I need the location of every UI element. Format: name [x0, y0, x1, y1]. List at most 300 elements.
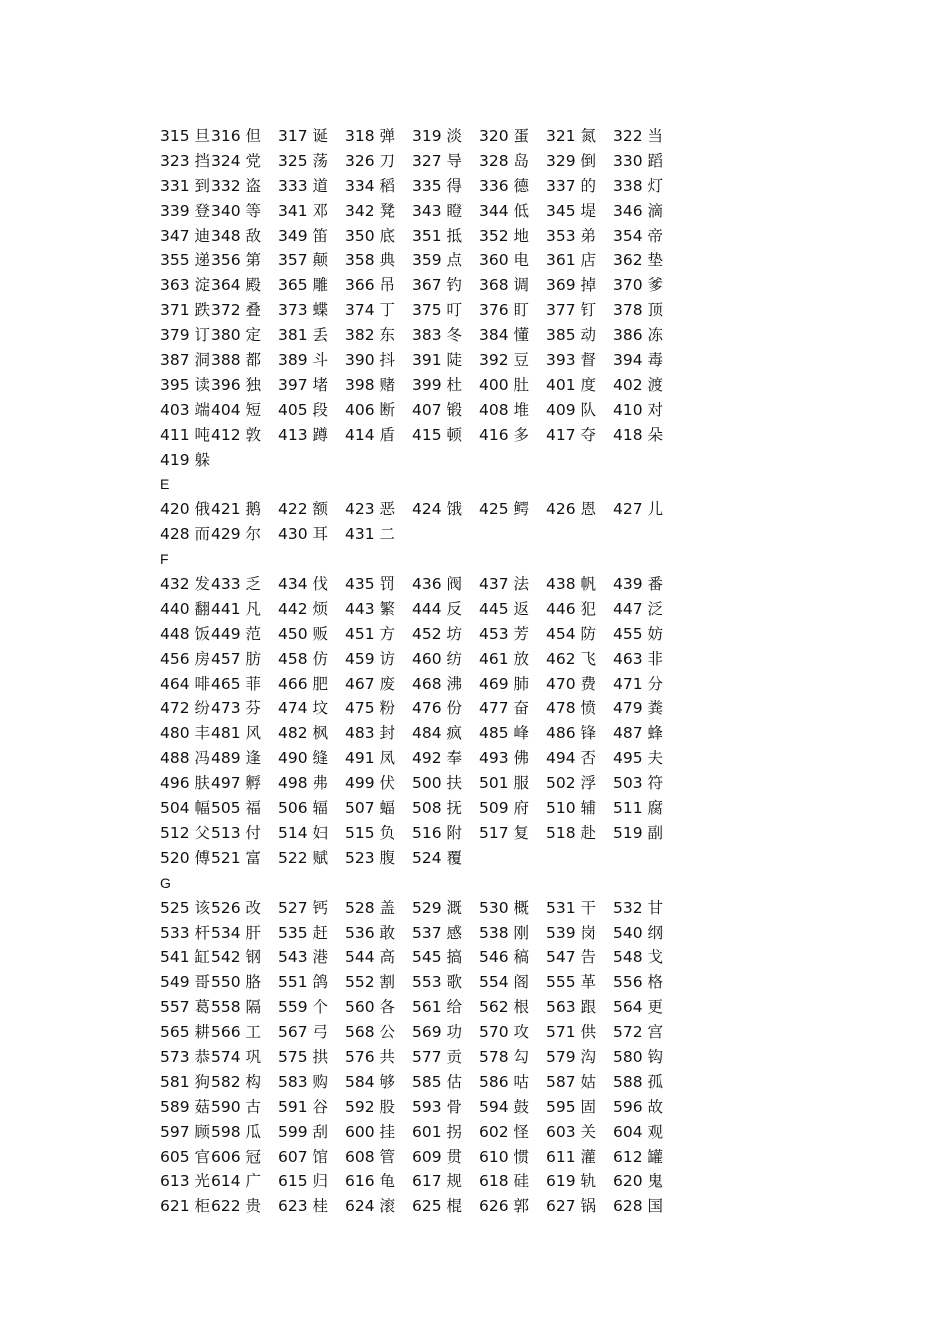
character-entry: 600 挂 — [345, 1122, 396, 1141]
character-entry: 495 夫 — [613, 749, 664, 768]
entry-row — [160, 1070, 720, 1095]
character-entry: 532 甘 — [613, 898, 664, 917]
character-entry: 475 粉 — [345, 699, 396, 718]
section-letter-row — [160, 472, 720, 497]
character-entry: 336 德 — [479, 176, 530, 195]
character-entry: 563 跟 — [546, 998, 597, 1017]
character-entry: 608 管 — [345, 1147, 396, 1166]
character-entry: 465 菲 — [211, 674, 262, 693]
character-entry: 362 垫 — [613, 251, 664, 270]
character-entry: 535 赶 — [278, 923, 329, 942]
character-entry: 402 渡 — [613, 375, 664, 394]
character-entry: 342 凳 — [345, 201, 396, 220]
character-entry: 537 感 — [412, 923, 463, 942]
character-entry: 483 封 — [345, 724, 396, 743]
character-entry: 497 孵 — [211, 774, 262, 793]
character-entry: 393 督 — [546, 351, 597, 370]
character-entry: 451 方 — [345, 624, 396, 643]
character-entry: 331 到 — [160, 176, 211, 195]
character-entry: 449 范 — [211, 624, 262, 643]
character-entry: 403 端 — [160, 400, 211, 419]
entry-row — [160, 1020, 720, 1045]
character-entry: 405 段 — [278, 400, 329, 419]
character-entry: 572 宫 — [613, 1023, 664, 1042]
character-entry: 550 胳 — [211, 973, 262, 992]
character-entry: 390 抖 — [345, 351, 396, 370]
character-entry: 443 繁 — [345, 599, 396, 618]
entry-row — [160, 348, 720, 373]
character-entry: 565 耕 — [160, 1023, 211, 1042]
character-entry: 489 逢 — [211, 749, 262, 768]
character-entry: 338 灯 — [613, 176, 664, 195]
character-entry: 529 溉 — [412, 898, 463, 917]
entry-row — [160, 1169, 720, 1194]
character-entry: 606 冠 — [211, 1147, 262, 1166]
character-entry: 371 跌 — [160, 301, 211, 320]
character-entry: 567 弓 — [278, 1023, 329, 1042]
character-entry: 482 枫 — [278, 724, 329, 743]
character-entry: 622 贵 — [211, 1197, 262, 1216]
character-entry: 623 桂 — [278, 1197, 329, 1216]
character-entry: 599 刮 — [278, 1122, 329, 1141]
character-entry: 611 灌 — [546, 1147, 597, 1166]
character-entry: 370 爹 — [613, 276, 664, 295]
character-entry: 357 颠 — [278, 251, 329, 270]
entry-row — [160, 149, 720, 174]
entry-row — [160, 323, 720, 348]
character-entry: 484 疯 — [412, 724, 463, 743]
entry-row — [160, 124, 720, 149]
character-entry: 527 钙 — [278, 898, 329, 917]
character-entry: 373 蝶 — [278, 301, 329, 320]
character-entry: 326 刀 — [345, 151, 396, 170]
character-entry: 365 雕 — [278, 276, 329, 295]
character-entry: 417 夺 — [546, 425, 597, 444]
character-entry: 401 度 — [546, 375, 597, 394]
character-entry: 434 伐 — [278, 575, 329, 594]
entry-row — [160, 398, 720, 423]
character-entry: 452 坊 — [412, 624, 463, 643]
character-entry: 399 杜 — [412, 375, 463, 394]
character-entry: 354 帝 — [613, 226, 664, 245]
character-entry: 317 诞 — [278, 127, 329, 145]
entry-row — [160, 298, 720, 323]
section-letter: F — [160, 551, 169, 568]
character-entry: 420 俄 — [160, 500, 211, 519]
character-entry: 455 妨 — [613, 624, 664, 643]
character-entry: 454 防 — [546, 624, 597, 643]
character-entry: 513 付 — [211, 823, 262, 842]
character-entry: 351 抵 — [412, 226, 463, 245]
character-entry: 458 仿 — [278, 649, 329, 668]
character-entry: 368 调 — [479, 276, 530, 295]
character-entry: 573 恭 — [160, 1047, 211, 1066]
character-entry: 610 惯 — [479, 1147, 530, 1166]
character-entry: 427 儿 — [613, 500, 664, 519]
character-entry: 542 钢 — [211, 948, 262, 967]
character-entry: 391 陡 — [412, 351, 463, 370]
character-entry: 323 挡 — [160, 151, 211, 170]
entry-row — [160, 174, 720, 199]
character-entry: 473 芬 — [211, 699, 262, 718]
character-entry: 372 叠 — [211, 301, 262, 320]
character-entry: 459 访 — [345, 649, 396, 668]
character-entry: 345 堤 — [546, 201, 597, 220]
character-entry: 580 钩 — [613, 1047, 664, 1066]
character-entry: 576 共 — [345, 1047, 396, 1066]
entry-row — [160, 896, 720, 921]
character-entry: 523 腹 — [345, 848, 396, 867]
character-entry: 628 国 — [613, 1197, 664, 1216]
character-entry: 597 顾 — [160, 1122, 211, 1141]
character-entry: 334 稻 — [345, 176, 396, 195]
character-entry: 339 登 — [160, 201, 211, 220]
character-entry: 524 覆 — [412, 848, 463, 867]
character-entry: 596 故 — [613, 1097, 664, 1116]
character-entry: 332 盗 — [211, 176, 262, 195]
character-entry: 477 奋 — [479, 699, 530, 718]
entry-row — [160, 1045, 720, 1070]
character-entry: 383 冬 — [412, 326, 463, 345]
character-entry: 609 贯 — [412, 1147, 463, 1166]
entry-row — [160, 746, 720, 771]
character-entry: 463 非 — [613, 649, 664, 668]
character-entry: 551 鸽 — [278, 973, 329, 992]
character-entry: 386 冻 — [613, 326, 664, 345]
character-entry: 590 古 — [211, 1097, 262, 1116]
character-entry: 445 返 — [479, 599, 530, 618]
character-entry: 350 底 — [345, 226, 396, 245]
character-entry: 582 构 — [211, 1072, 262, 1091]
character-entry: 521 富 — [211, 848, 262, 867]
character-list — [160, 124, 720, 1219]
character-entry: 479 粪 — [613, 699, 664, 718]
character-entry: 570 攻 — [479, 1023, 530, 1042]
character-entry: 593 骨 — [412, 1097, 463, 1116]
entry-row — [160, 921, 720, 946]
section-letter-row — [160, 547, 720, 572]
character-entry: 540 纲 — [613, 923, 664, 942]
character-entry: 519 副 — [613, 823, 664, 842]
character-entry: 441 凡 — [211, 599, 262, 618]
character-entry: 461 放 — [479, 649, 530, 668]
character-entry: 412 敦 — [211, 425, 262, 444]
entry-row — [160, 1145, 720, 1170]
entry-row — [160, 970, 720, 995]
character-entry: 410 对 — [613, 400, 664, 419]
entry-row — [160, 771, 720, 796]
character-entry: 625 棍 — [412, 1197, 463, 1216]
character-entry: 555 革 — [546, 973, 597, 992]
character-entry: 605 官 — [160, 1147, 211, 1166]
character-entry: 526 改 — [211, 898, 262, 917]
character-entry: 360 电 — [479, 251, 530, 270]
character-entry: 604 观 — [613, 1122, 664, 1141]
character-entry: 315 旦 — [160, 127, 211, 145]
character-entry: 431 二 — [345, 525, 396, 544]
entry-row — [160, 1194, 720, 1219]
character-entry: 584 够 — [345, 1072, 396, 1091]
character-entry: 579 沟 — [546, 1047, 597, 1066]
character-entry: 591 谷 — [278, 1097, 329, 1116]
entry-row — [160, 846, 720, 871]
character-entry: 409 队 — [546, 400, 597, 419]
character-entry: 327 导 — [412, 151, 463, 170]
character-entry: 607 馆 — [278, 1147, 329, 1166]
character-entry: 486 锋 — [546, 724, 597, 743]
character-entry: 574 巩 — [211, 1047, 262, 1066]
entry-row — [160, 373, 720, 398]
entry-row — [160, 273, 720, 298]
character-entry: 447 泛 — [613, 599, 664, 618]
character-entry: 349 笛 — [278, 226, 329, 245]
character-entry: 564 更 — [613, 998, 664, 1017]
character-entry: 453 芳 — [479, 624, 530, 643]
entry-row — [160, 423, 720, 448]
character-entry: 586 咕 — [479, 1072, 530, 1091]
character-entry: 575 拱 — [278, 1047, 329, 1066]
character-entry: 552 割 — [345, 973, 396, 992]
character-entry: 379 订 — [160, 326, 211, 345]
character-entry: 498 弗 — [278, 774, 329, 793]
character-entry: 595 固 — [546, 1097, 597, 1116]
character-entry: 436 阀 — [412, 575, 463, 594]
character-entry: 492 奉 — [412, 749, 463, 768]
character-entry: 341 邓 — [278, 201, 329, 220]
character-entry: 358 典 — [345, 251, 396, 270]
character-entry: 509 府 — [479, 799, 530, 818]
character-entry: 587 姑 — [546, 1072, 597, 1091]
character-entry: 496 肤 — [160, 774, 211, 793]
character-entry: 366 吊 — [345, 276, 396, 295]
character-entry: 588 孤 — [613, 1072, 664, 1091]
character-entry: 318 弹 — [345, 127, 396, 145]
character-entry: 536 敢 — [345, 923, 396, 942]
character-entry: 500 扶 — [412, 774, 463, 793]
character-entry: 380 定 — [211, 326, 262, 345]
character-entry: 430 耳 — [278, 525, 329, 544]
character-entry: 418 朵 — [613, 425, 664, 444]
character-entry: 592 股 — [345, 1097, 396, 1116]
character-entry: 530 概 — [479, 898, 530, 917]
character-entry: 485 峰 — [479, 724, 530, 743]
character-entry: 589 菇 — [160, 1097, 211, 1116]
character-entry: 612 罐 — [613, 1147, 664, 1166]
character-entry: 616 龟 — [345, 1172, 396, 1191]
character-entry: 478 愤 — [546, 699, 597, 718]
entry-row — [160, 497, 720, 522]
character-entry: 406 断 — [345, 400, 396, 419]
character-entry: 438 帆 — [546, 575, 597, 594]
entry-row — [160, 796, 720, 821]
character-entry: 428 而 — [160, 525, 211, 544]
character-entry: 413 蹲 — [278, 425, 329, 444]
entry-row — [160, 522, 720, 547]
character-entry: 547 告 — [546, 948, 597, 967]
character-entry: 614 广 — [211, 1172, 262, 1191]
character-entry: 353 弟 — [546, 226, 597, 245]
character-entry: 344 低 — [479, 201, 530, 220]
character-entry: 396 独 — [211, 375, 262, 394]
character-entry: 613 光 — [160, 1172, 211, 1191]
character-entry: 425 鳄 — [479, 500, 530, 519]
character-entry: 520 傅 — [160, 848, 211, 867]
character-entry: 389 斗 — [278, 351, 329, 370]
character-entry: 437 法 — [479, 575, 530, 594]
character-entry: 620 鬼 — [613, 1172, 664, 1191]
character-entry: 335 得 — [412, 176, 463, 195]
character-entry: 518 赴 — [546, 823, 597, 842]
character-entry: 419 躲 — [160, 450, 211, 469]
character-entry: 621 柜 — [160, 1197, 211, 1216]
character-entry: 369 掉 — [546, 276, 597, 295]
character-entry: 337 的 — [546, 176, 597, 195]
character-entry: 316 但 — [211, 127, 262, 145]
entry-row — [160, 199, 720, 224]
character-entry: 404 短 — [211, 400, 262, 419]
character-entry: 502 浮 — [546, 774, 597, 793]
character-entry: 598 瓜 — [211, 1122, 262, 1141]
character-entry: 619 轨 — [546, 1172, 597, 1191]
character-entry: 559 个 — [278, 998, 329, 1017]
character-entry: 328 岛 — [479, 151, 530, 170]
character-entry: 561 给 — [412, 998, 463, 1017]
character-entry: 543 港 — [278, 948, 329, 967]
character-entry: 534 肝 — [211, 923, 262, 942]
character-entry: 319 淡 — [412, 127, 463, 145]
section-letter: E — [160, 476, 170, 493]
character-entry: 511 腐 — [613, 799, 664, 818]
character-entry: 544 高 — [345, 948, 396, 967]
character-entry: 359 点 — [412, 251, 463, 270]
character-entry: 446 犯 — [546, 599, 597, 618]
character-entry: 364 殿 — [211, 276, 262, 295]
character-entry: 512 父 — [160, 823, 211, 842]
character-entry: 439 番 — [613, 575, 664, 594]
character-entry: 503 符 — [613, 774, 664, 793]
character-entry: 440 翻 — [160, 599, 211, 618]
character-entry: 333 道 — [278, 176, 329, 195]
character-entry: 361 店 — [546, 251, 597, 270]
entry-row — [160, 647, 720, 672]
character-entry: 467 废 — [345, 674, 396, 693]
character-entry: 320 蛋 — [479, 127, 530, 145]
entry-row — [160, 597, 720, 622]
character-entry: 546 稿 — [479, 948, 530, 967]
character-entry: 343 瞪 — [412, 201, 463, 220]
entry-row — [160, 224, 720, 249]
character-entry: 384 懂 — [479, 326, 530, 345]
character-entry: 504 幅 — [160, 799, 211, 818]
character-entry: 356 第 — [211, 251, 262, 270]
character-entry: 476 份 — [412, 699, 463, 718]
character-entry: 562 根 — [479, 998, 530, 1017]
character-entry: 330 蹈 — [613, 151, 664, 170]
character-entry: 487 蜂 — [613, 724, 664, 743]
entry-row — [160, 622, 720, 647]
character-entry: 392 豆 — [479, 351, 530, 370]
character-entry: 517 复 — [479, 823, 530, 842]
character-entry: 556 格 — [613, 973, 664, 992]
character-entry: 553 歌 — [412, 973, 463, 992]
character-entry: 400 肚 — [479, 375, 530, 394]
character-entry: 381 丢 — [278, 326, 329, 345]
character-entry: 450 贩 — [278, 624, 329, 643]
character-entry: 548 戈 — [613, 948, 664, 967]
character-entry: 577 贡 — [412, 1047, 463, 1066]
character-entry: 507 蝠 — [345, 799, 396, 818]
character-entry: 415 顿 — [412, 425, 463, 444]
entry-row — [160, 696, 720, 721]
character-entry: 444 反 — [412, 599, 463, 618]
character-entry: 505 福 — [211, 799, 262, 818]
character-entry: 566 工 — [211, 1023, 262, 1042]
character-entry: 516 附 — [412, 823, 463, 842]
character-entry: 581 狗 — [160, 1072, 211, 1091]
character-entry: 346 滴 — [613, 201, 664, 220]
character-entry: 468 沸 — [412, 674, 463, 693]
character-entry: 422 额 — [278, 500, 329, 519]
character-entry: 469 肺 — [479, 674, 530, 693]
character-entry: 355 递 — [160, 251, 211, 270]
character-entry: 545 搞 — [412, 948, 463, 967]
character-entry: 322 当 — [613, 127, 664, 145]
character-entry: 429 尔 — [211, 525, 262, 544]
character-entry: 408 堆 — [479, 400, 530, 419]
entry-row — [160, 448, 720, 473]
character-entry: 385 动 — [546, 326, 597, 345]
character-entry: 488 冯 — [160, 749, 211, 768]
character-entry: 506 辐 — [278, 799, 329, 818]
entry-row — [160, 672, 720, 697]
character-entry: 397 堵 — [278, 375, 329, 394]
character-entry: 578 勾 — [479, 1047, 530, 1066]
character-entry: 539 岗 — [546, 923, 597, 942]
character-entry: 460 纺 — [412, 649, 463, 668]
character-entry: 432 发 — [160, 575, 211, 594]
character-entry: 470 费 — [546, 674, 597, 693]
character-entry: 424 饿 — [412, 500, 463, 519]
character-entry: 494 否 — [546, 749, 597, 768]
character-entry: 594 鼓 — [479, 1097, 530, 1116]
character-entry: 472 纷 — [160, 699, 211, 718]
character-entry: 435 罚 — [345, 575, 396, 594]
character-entry: 411 吨 — [160, 425, 211, 444]
character-entry: 528 盖 — [345, 898, 396, 917]
character-entry: 426 恩 — [546, 500, 597, 519]
character-entry: 615 归 — [278, 1172, 329, 1191]
section-letter: G — [160, 874, 171, 891]
character-entry: 568 公 — [345, 1023, 396, 1042]
character-entry: 376 盯 — [479, 301, 530, 320]
entry-row — [160, 248, 720, 273]
character-entry: 481 风 — [211, 724, 262, 743]
character-entry: 571 供 — [546, 1023, 597, 1042]
character-entry: 363 淀 — [160, 276, 211, 295]
character-entry: 416 多 — [479, 425, 530, 444]
character-entry: 499 伏 — [345, 774, 396, 793]
character-entry: 538 刚 — [479, 923, 530, 942]
character-entry: 585 估 — [412, 1072, 463, 1091]
character-entry: 321 氮 — [546, 127, 597, 145]
entry-row — [160, 572, 720, 597]
character-entry: 367 钓 — [412, 276, 463, 295]
character-entry: 601 拐 — [412, 1122, 463, 1141]
character-entry: 617 规 — [412, 1172, 463, 1191]
character-entry: 448 饭 — [160, 624, 211, 643]
character-entry: 414 盾 — [345, 425, 396, 444]
character-entry: 501 服 — [479, 774, 530, 793]
